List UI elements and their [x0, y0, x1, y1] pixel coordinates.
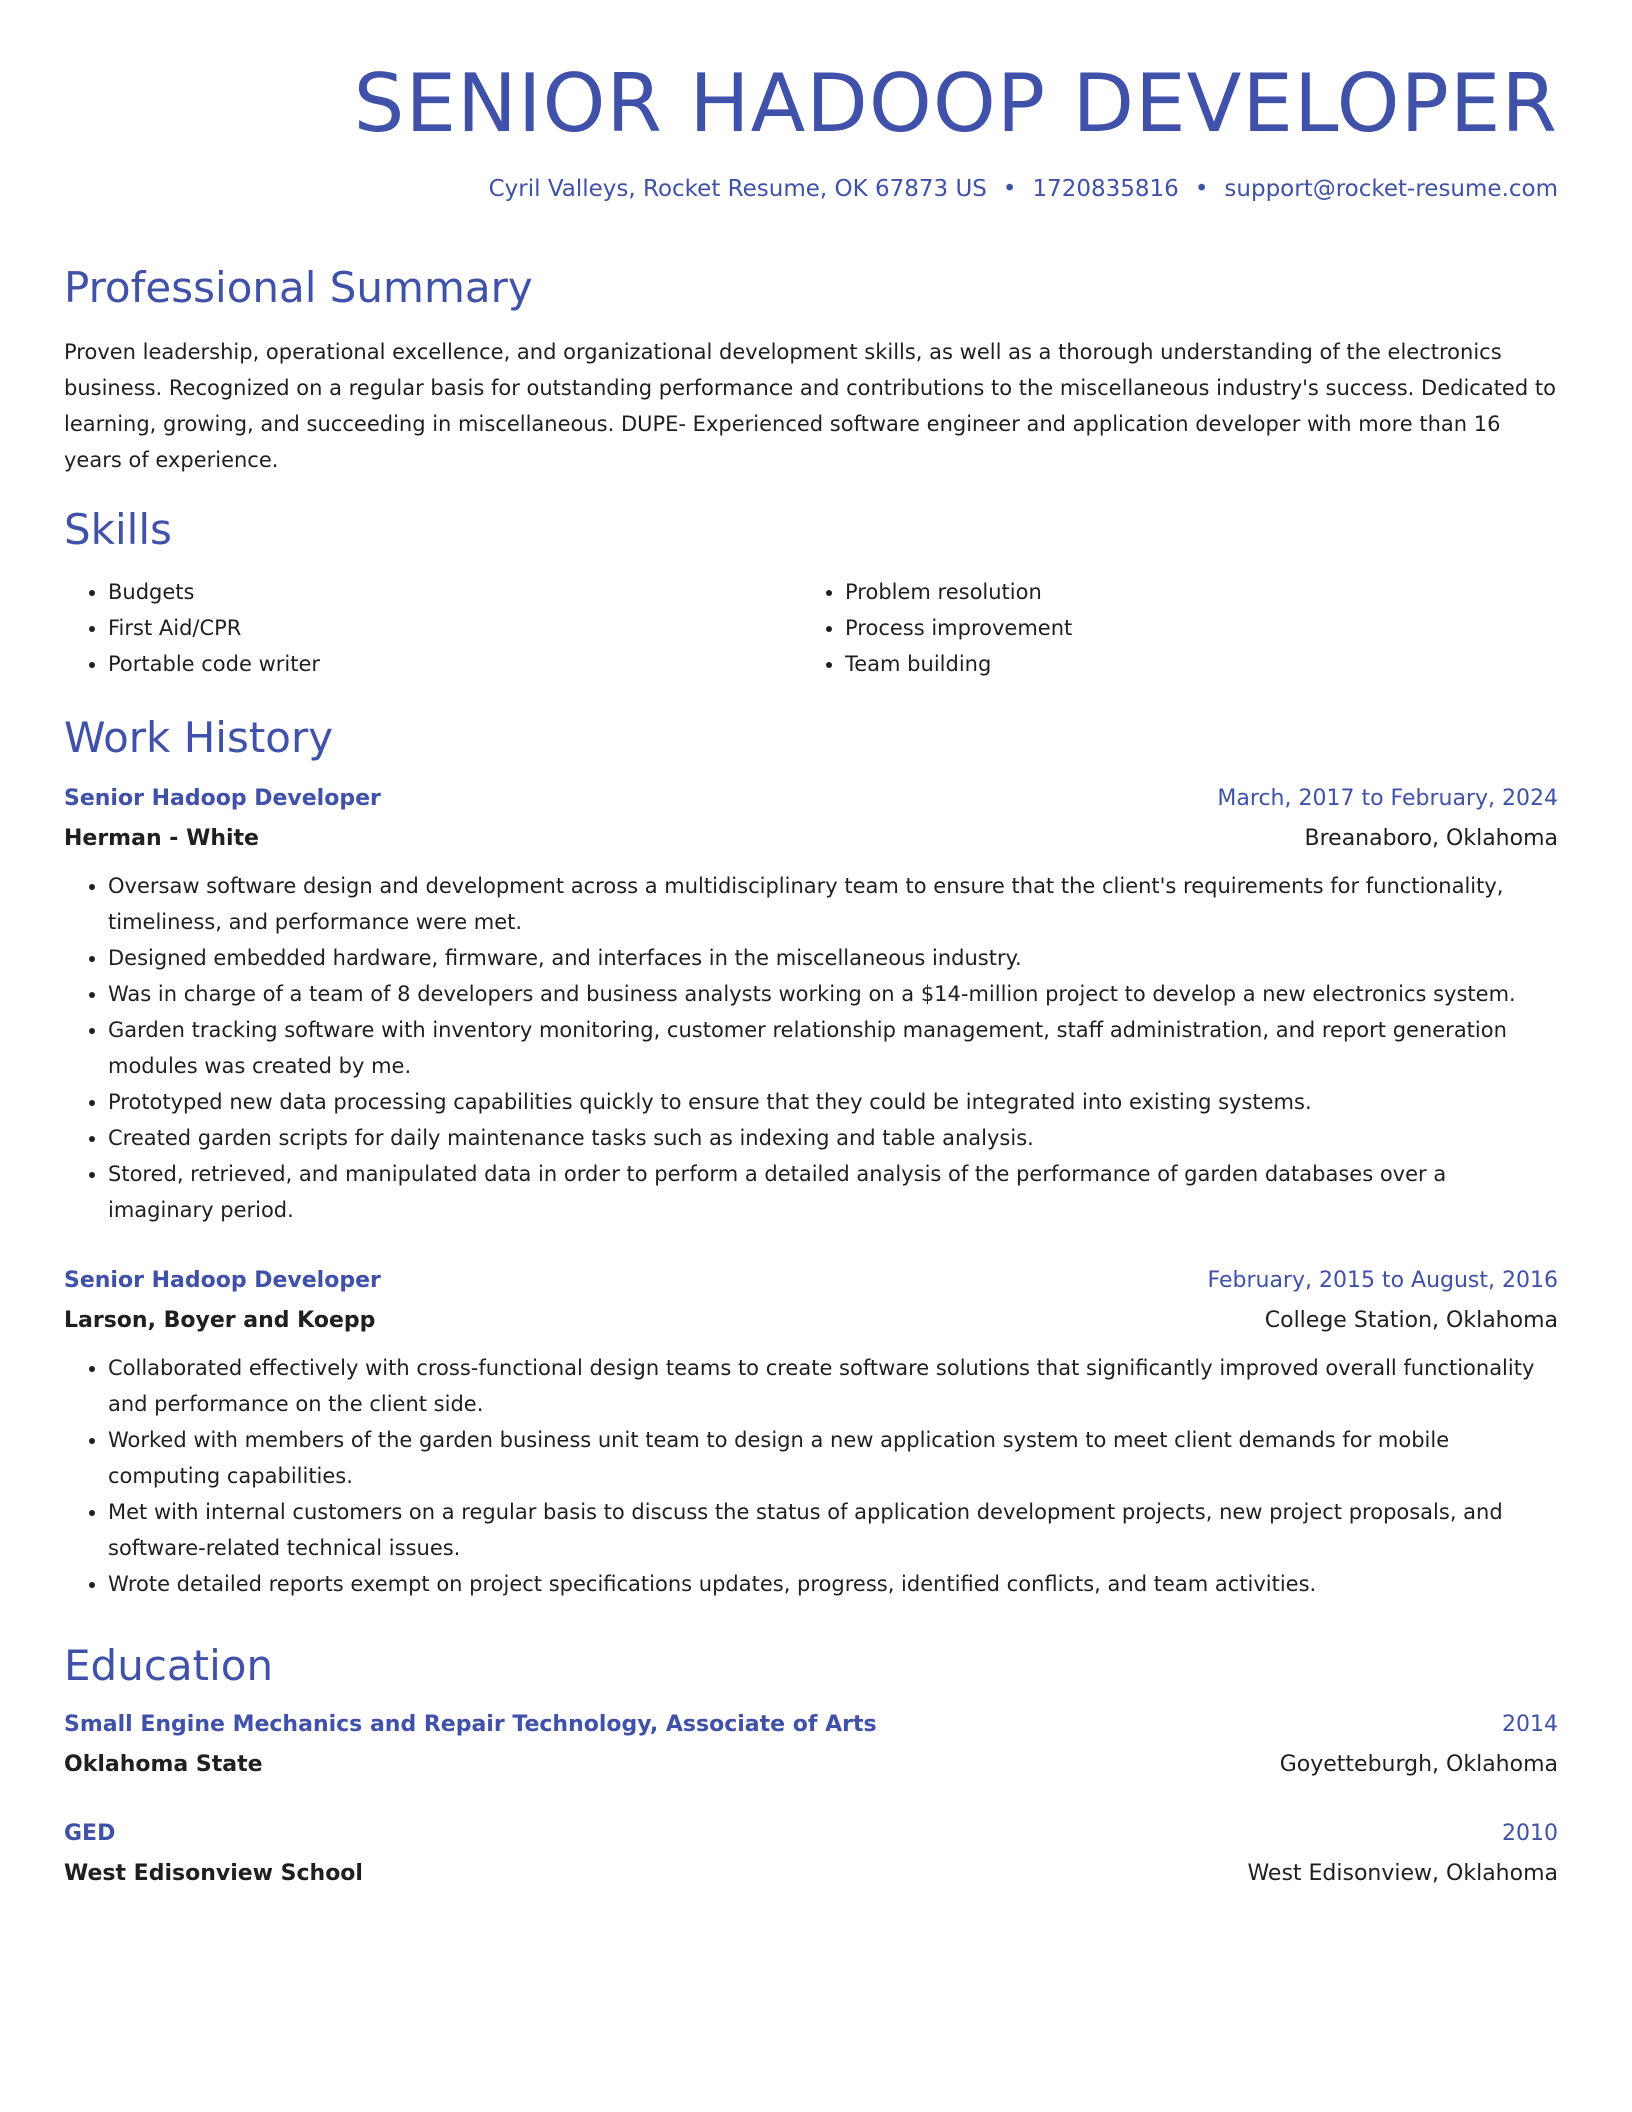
separator-dot: • [1194, 176, 1209, 202]
job-bullet: • Worked with members of the garden business unit team to design a new application system to meet client demands for mobile computing capabilities. [108, 1422, 1558, 1494]
resume-page [64, 0, 1558, 1886]
school-location: West Edisonview, Oklahoma [1247, 1861, 1558, 1886]
skills-column-right [801, 574, 1538, 682]
contact-address: Cyril Valleys, Rocket Resume, OK 67873 US [488, 176, 987, 202]
education-heading: Education [64, 1641, 274, 1690]
summary-heading: Professional Summary [64, 263, 533, 312]
skill-item: • First Aid/CPR [108, 610, 801, 646]
summary-text: Proven leadership, operational excellence, and organizational development skills, as well as a thorough understanding of the electronics business. Recognized on a regular basis for outstanding performance and contributions to the miscellaneous industry's success. Dedicated to learning, growing, and succeeding in miscellaneous. DUPE- Experienced software engineer and application developer with more than 16 years of experience. [64, 340, 1556, 472]
job-title: Senior Hadoop Developer [64, 1268, 381, 1293]
skill-item: • Problem resolution [845, 574, 1538, 610]
skills-column-left [64, 574, 801, 682]
degree-title: GED [64, 1821, 116, 1846]
job-bullet: • Met with internal customers on a regular basis to discuss the status of application development projects, new project proposals, and software-related technical issues. [108, 1494, 1558, 1566]
skill-item: • Budgets [108, 574, 801, 610]
school-location: Goyetteburgh, Oklahoma [1279, 1752, 1558, 1777]
education-entry [64, 1819, 1558, 1889]
skills-heading: Skills [64, 505, 172, 554]
contact-email[interactable]: support@rocket-resume.com [1224, 176, 1558, 202]
job-bullet: • Was in charge of a team of 8 developers and business analysts working on a $14-million project to develop a new electronics system. [108, 976, 1558, 1012]
job-bullets [64, 868, 1558, 1228]
work-history-heading: Work History [64, 713, 334, 762]
employer-name: Larson, Boyer and Koepp [64, 1308, 376, 1333]
resume-name: SENIOR HADOOP DEVELOPER [353, 57, 1558, 150]
job-entry [64, 1266, 1558, 1602]
job-bullet: • Stored, retrieved, and manipulated data in order to perform a detailed analysis of the performance of garden databases over a imaginary period. [108, 1156, 1558, 1228]
school-name: West Edisonview School [64, 1861, 363, 1886]
contact-line [64, 174, 1558, 204]
skill-item: • Process improvement [845, 610, 1538, 646]
contact-phone: 1720835816 [1032, 176, 1179, 202]
job-bullet: • Collaborated effectively with cross-functional design teams to create software solutions that significantly improved overall functionality and performance on the client side. [108, 1350, 1558, 1422]
job-dates: March, 2017 to February, 2024 [1217, 786, 1558, 811]
job-bullet: • Prototyped new data processing capabilities quickly to ensure that they could be integrated into existing systems. [108, 1084, 1558, 1120]
skill-item: • Team building [845, 646, 1538, 682]
job-location: Breanaboro, Oklahoma [1304, 826, 1558, 851]
employer-name: Herman - White [64, 826, 259, 851]
job-bullet: • Oversaw software design and development across a multidisciplinary team to ensure that the client's requirements for functionality, timeliness, and performance were met. [108, 868, 1558, 940]
job-bullet: • Wrote detailed reports exempt on project specifications updates, progress, identified conflicts, and team activities. [108, 1566, 1558, 1602]
job-dates: February, 2015 to August, 2016 [1207, 1268, 1558, 1293]
graduation-year: 2014 [1502, 1712, 1558, 1737]
education-entry [64, 1710, 1558, 1780]
graduation-year: 2010 [1502, 1821, 1558, 1846]
job-bullet: • Created garden scripts for daily maintenance tasks such as indexing and table analysis. [108, 1120, 1558, 1156]
school-name: Oklahoma State [64, 1752, 263, 1777]
job-bullet: • Designed embedded hardware, firmware, and interfaces in the miscellaneous industry. [108, 940, 1558, 976]
separator-dot: • [1002, 176, 1017, 202]
degree-title: Small Engine Mechanics and Repair Technology, Associate of Arts [64, 1712, 877, 1737]
job-location: College Station, Oklahoma [1264, 1308, 1558, 1333]
job-bullet: • Garden tracking software with inventory monitoring, customer relationship management, staff administration, and report generation modules was created by me. [108, 1012, 1558, 1084]
skills-list [64, 574, 1558, 682]
job-entry [64, 784, 1558, 1228]
job-bullets [64, 1350, 1558, 1602]
skill-item: • Portable code writer [108, 646, 801, 682]
job-title: Senior Hadoop Developer [64, 786, 381, 811]
